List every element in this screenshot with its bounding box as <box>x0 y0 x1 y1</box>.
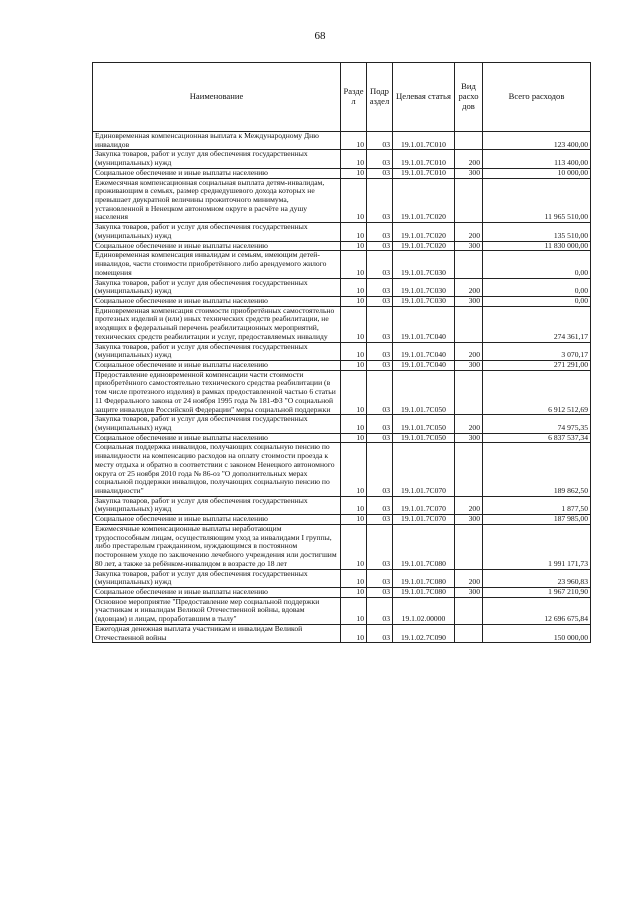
row-total-cell: 74 975,35 <box>483 415 591 433</box>
row-target-cell: 19.1.01.7С020 <box>393 178 455 223</box>
row-expense-type-cell <box>455 306 483 342</box>
table-row <box>93 624 591 642</box>
table-row <box>93 597 591 624</box>
row-target-cell: 19.1.01.7С020 <box>393 223 455 241</box>
row-subsection-cell: 03 <box>367 524 393 569</box>
row-total-cell: 1 877,50 <box>483 496 591 514</box>
header-section: Разде л <box>341 63 367 132</box>
row-section-cell: 10 <box>341 569 367 587</box>
row-subsection-cell: 03 <box>367 296 393 306</box>
table-row <box>93 306 591 342</box>
row-subsection-cell: 03 <box>367 587 393 597</box>
row-target-cell: 19.1.01.7С030 <box>393 278 455 296</box>
row-name-cell: Ежегодная денежная выплата участникам и инвалидам Великой Отечественной войны <box>93 624 341 642</box>
table-row <box>93 524 591 569</box>
row-name-cell: Закупка товаров, работ и услуг для обеспечения государственных (муниципальных) нужд <box>93 278 341 296</box>
row-subsection-cell: 03 <box>367 223 393 241</box>
row-name-cell: Социальная поддержка инвалидов, получающих социальную пенсию по инвалидности на компенсацию расходов на оплату стоимости проезда к месту отдыха и обратно в соответствии с законом Ненецкого автономного округа от 25 ноября 2010 года № 86-оз "О дополнительных мерах социальной поддержки инвалидов, получающих социальную пенсию по инвалидности" <box>93 443 341 496</box>
table-row <box>93 296 591 306</box>
row-name-cell: Социальное обеспечение и иные выплаты населению <box>93 296 341 306</box>
row-total-cell: 1 967 210,90 <box>483 587 591 597</box>
table-row <box>93 132 591 150</box>
budget-table <box>92 62 591 643</box>
row-section-cell: 10 <box>341 524 367 569</box>
row-name-cell: Ежемесячные компенсационные выплаты неработающим трудоспособным лицам, осуществляющим уход за инвалидами I группы, либо престарелым гражданином, нуждающимся в постоянном постороннем уходе по заключению лечебного учреждения или достигшим 80 лет, а также за ребёнком-инвалидом в возрасте до 18 лет <box>93 524 341 569</box>
row-section-cell: 10 <box>341 178 367 223</box>
row-expense-type-cell: 200 <box>455 496 483 514</box>
row-name-cell: Закупка товаров, работ и услуг для обеспечения государственных (муниципальных) нужд <box>93 496 341 514</box>
row-section-cell: 10 <box>341 360 367 370</box>
row-name-cell: Социальное обеспечение и иные выплаты населению <box>93 515 341 525</box>
row-target-cell: 19.1.01.7С070 <box>393 515 455 525</box>
row-total-cell: 123 400,00 <box>483 132 591 150</box>
row-section-cell: 10 <box>341 496 367 514</box>
row-total-cell: 11 830 000,00 <box>483 241 591 251</box>
row-expense-type-cell: 300 <box>455 587 483 597</box>
row-section-cell: 10 <box>341 370 367 415</box>
row-expense-type-cell: 300 <box>455 168 483 178</box>
table-row <box>93 251 591 278</box>
row-expense-type-cell <box>455 132 483 150</box>
row-subsection-cell: 03 <box>367 251 393 278</box>
row-target-cell: 19.1.01.7С070 <box>393 496 455 514</box>
row-total-cell: 12 696 675,84 <box>483 597 591 624</box>
table-header-row <box>93 63 591 132</box>
row-section-cell: 10 <box>341 415 367 433</box>
row-total-cell: 6 837 537,34 <box>483 433 591 443</box>
row-section-cell: 10 <box>341 515 367 525</box>
row-name-cell: Закупка товаров, работ и услуг для обеспечения государственных (муниципальных) нужд <box>93 569 341 587</box>
table-row <box>93 278 591 296</box>
row-expense-type-cell: 200 <box>455 415 483 433</box>
row-target-cell: 19.1.01.7С020 <box>393 241 455 251</box>
table-body <box>93 132 591 643</box>
row-subsection-cell: 03 <box>367 496 393 514</box>
row-target-cell: 19.1.01.7С040 <box>393 360 455 370</box>
row-expense-type-cell: 300 <box>455 360 483 370</box>
table-row <box>93 241 591 251</box>
row-target-cell: 19.1.01.7С070 <box>393 443 455 496</box>
header-total: Всего расходов <box>483 63 591 132</box>
row-target-cell: 19.1.02.7С090 <box>393 624 455 642</box>
row-name-cell: Закупка товаров, работ и услуг для обеспечения государственных (муниципальных) нужд <box>93 150 341 168</box>
page-number: 68 <box>314 30 326 42</box>
row-target-cell: 19.1.01.7С010 <box>393 150 455 168</box>
row-total-cell: 23 960,83 <box>483 569 591 587</box>
row-subsection-cell: 03 <box>367 370 393 415</box>
row-section-cell: 10 <box>341 168 367 178</box>
header-target: Целевая статья <box>393 63 455 132</box>
row-expense-type-cell <box>455 251 483 278</box>
row-target-cell: 19.1.01.7С040 <box>393 342 455 360</box>
row-name-cell: Основное мероприятие "Предоставление мер социальной поддержки участникам и инвалидам Великой Отечественной войны, вдовам (вдовцам) и лицам, проработавшим в тылу" <box>93 597 341 624</box>
header-name: Наименование <box>93 63 341 132</box>
table-row <box>93 168 591 178</box>
row-expense-type-cell <box>455 524 483 569</box>
row-total-cell: 0,00 <box>483 296 591 306</box>
row-subsection-cell: 03 <box>367 278 393 296</box>
row-expense-type-cell <box>455 597 483 624</box>
row-name-cell: Закупка товаров, работ и услуг для обеспечения государственных (муниципальных) нужд <box>93 415 341 433</box>
table-row <box>93 150 591 168</box>
row-target-cell: 19.1.01.7С010 <box>393 132 455 150</box>
row-total-cell: 0,00 <box>483 278 591 296</box>
row-total-cell: 135 510,00 <box>483 223 591 241</box>
row-total-cell: 187 985,00 <box>483 515 591 525</box>
row-expense-type-cell <box>455 443 483 496</box>
row-subsection-cell: 03 <box>367 433 393 443</box>
table-row <box>93 342 591 360</box>
row-target-cell: 19.1.01.7С080 <box>393 569 455 587</box>
table-row <box>93 515 591 525</box>
row-expense-type-cell: 200 <box>455 278 483 296</box>
row-subsection-cell: 03 <box>367 150 393 168</box>
row-expense-type-cell <box>455 370 483 415</box>
row-subsection-cell: 03 <box>367 342 393 360</box>
table-row <box>93 433 591 443</box>
row-name-cell: Ежемесячная компенсационная социальная выплата детям-инвалидам, проживающим в семьях, размер среднедушевого дохода которых не превышает двукратной величины прожиточного минимума, установленной в Ненецком автономном округе в расчёте на душу населения <box>93 178 341 223</box>
row-name-cell: Закупка товаров, работ и услуг для обеспечения государственных (муниципальных) нужд <box>93 342 341 360</box>
row-section-cell: 10 <box>341 306 367 342</box>
row-name-cell: Закупка товаров, работ и услуг для обеспечения государственных (муниципальных) нужд <box>93 223 341 241</box>
header-expense-type: Вид расхо дов <box>455 63 483 132</box>
row-name-cell: Предоставление единовременной компенсации части стоимости приобретённого самостоятельно технического средства реабилитации (в том числе протезного изделия) в рамках предоставленной частью 6 статьи 11 Федерального закона от 24 ноября 1995 года № 181-ФЗ "О социальной защите инвалидов Российской Федерации" меры социальной поддержки <box>93 370 341 415</box>
row-section-cell: 10 <box>341 223 367 241</box>
row-total-cell: 0,00 <box>483 251 591 278</box>
row-expense-type-cell <box>455 178 483 223</box>
row-expense-type-cell: 200 <box>455 569 483 587</box>
row-target-cell: 19.1.01.7С010 <box>393 168 455 178</box>
row-total-cell: 3 070,17 <box>483 342 591 360</box>
row-section-cell: 10 <box>341 150 367 168</box>
row-total-cell: 150 000,00 <box>483 624 591 642</box>
row-expense-type-cell: 300 <box>455 433 483 443</box>
row-expense-type-cell: 300 <box>455 515 483 525</box>
row-section-cell: 10 <box>341 443 367 496</box>
row-section-cell: 10 <box>341 597 367 624</box>
table-row <box>93 443 591 496</box>
row-expense-type-cell: 300 <box>455 241 483 251</box>
row-expense-type-cell: 300 <box>455 296 483 306</box>
row-target-cell: 19.1.01.7С030 <box>393 251 455 278</box>
table-row <box>93 223 591 241</box>
row-name-cell: Социальное обеспечение и иные выплаты населению <box>93 168 341 178</box>
row-total-cell: 11 965 510,00 <box>483 178 591 223</box>
row-total-cell: 271 291,00 <box>483 360 591 370</box>
row-total-cell: 274 361,17 <box>483 306 591 342</box>
row-subsection-cell: 03 <box>367 360 393 370</box>
table-row <box>93 360 591 370</box>
row-name-cell: Единовременная компенсационная выплата к Международному Дню инвалидов <box>93 132 341 150</box>
row-section-cell: 10 <box>341 278 367 296</box>
row-section-cell: 10 <box>341 296 367 306</box>
row-total-cell: 10 000,00 <box>483 168 591 178</box>
row-target-cell: 19.1.01.7С050 <box>393 370 455 415</box>
row-subsection-cell: 03 <box>367 178 393 223</box>
row-target-cell: 19.1.01.7С080 <box>393 524 455 569</box>
row-subsection-cell: 03 <box>367 443 393 496</box>
row-name-cell: Социальное обеспечение и иные выплаты населению <box>93 587 341 597</box>
row-expense-type-cell: 200 <box>455 150 483 168</box>
row-subsection-cell: 03 <box>367 515 393 525</box>
row-section-cell: 10 <box>341 433 367 443</box>
row-expense-type-cell <box>455 624 483 642</box>
row-name-cell: Социальное обеспечение и иные выплаты населению <box>93 360 341 370</box>
row-total-cell: 113 400,00 <box>483 150 591 168</box>
row-subsection-cell: 03 <box>367 168 393 178</box>
row-section-cell: 10 <box>341 342 367 360</box>
row-target-cell: 19.1.01.7С080 <box>393 587 455 597</box>
row-subsection-cell: 03 <box>367 241 393 251</box>
row-section-cell: 10 <box>341 132 367 150</box>
row-total-cell: 189 862,50 <box>483 443 591 496</box>
table-row <box>93 415 591 433</box>
row-name-cell: Социальное обеспечение и иные выплаты населению <box>93 241 341 251</box>
row-section-cell: 10 <box>341 624 367 642</box>
table-row <box>93 569 591 587</box>
header-subsection: Подр аздел <box>367 63 393 132</box>
row-subsection-cell: 03 <box>367 132 393 150</box>
row-target-cell: 19.1.01.7С050 <box>393 433 455 443</box>
row-section-cell: 10 <box>341 241 367 251</box>
row-subsection-cell: 03 <box>367 597 393 624</box>
row-name-cell: Социальное обеспечение и иные выплаты населению <box>93 433 341 443</box>
row-name-cell: Единовременная компенсация стоимости приобретённых самостоятельно протезных изделий и (или) иных технических средств реабилитации, не входящих в федеральный перечень реабилитационных мероприятий, технических средств реабилитации и услуг, предоставляемых инвалиду <box>93 306 341 342</box>
table-row <box>93 587 591 597</box>
row-subsection-cell: 03 <box>367 306 393 342</box>
row-subsection-cell: 03 <box>367 624 393 642</box>
row-expense-type-cell: 200 <box>455 223 483 241</box>
row-name-cell: Единовременная компенсация инвалидам и семьям, имеющим детей-инвалидов, части стоимости приобретённого либо арендуемого жилого помещения <box>93 251 341 278</box>
row-expense-type-cell: 200 <box>455 342 483 360</box>
row-section-cell: 10 <box>341 587 367 597</box>
row-target-cell: 19.1.01.7С050 <box>393 415 455 433</box>
row-subsection-cell: 03 <box>367 569 393 587</box>
row-total-cell: 1 991 171,73 <box>483 524 591 569</box>
row-total-cell: 6 912 512,69 <box>483 370 591 415</box>
row-subsection-cell: 03 <box>367 415 393 433</box>
row-section-cell: 10 <box>341 251 367 278</box>
table-row <box>93 370 591 415</box>
table-row <box>93 178 591 223</box>
row-target-cell: 19.1.02.00000 <box>393 597 455 624</box>
row-target-cell: 19.1.01.7С030 <box>393 296 455 306</box>
row-target-cell: 19.1.01.7С040 <box>393 306 455 342</box>
table-row <box>93 496 591 514</box>
